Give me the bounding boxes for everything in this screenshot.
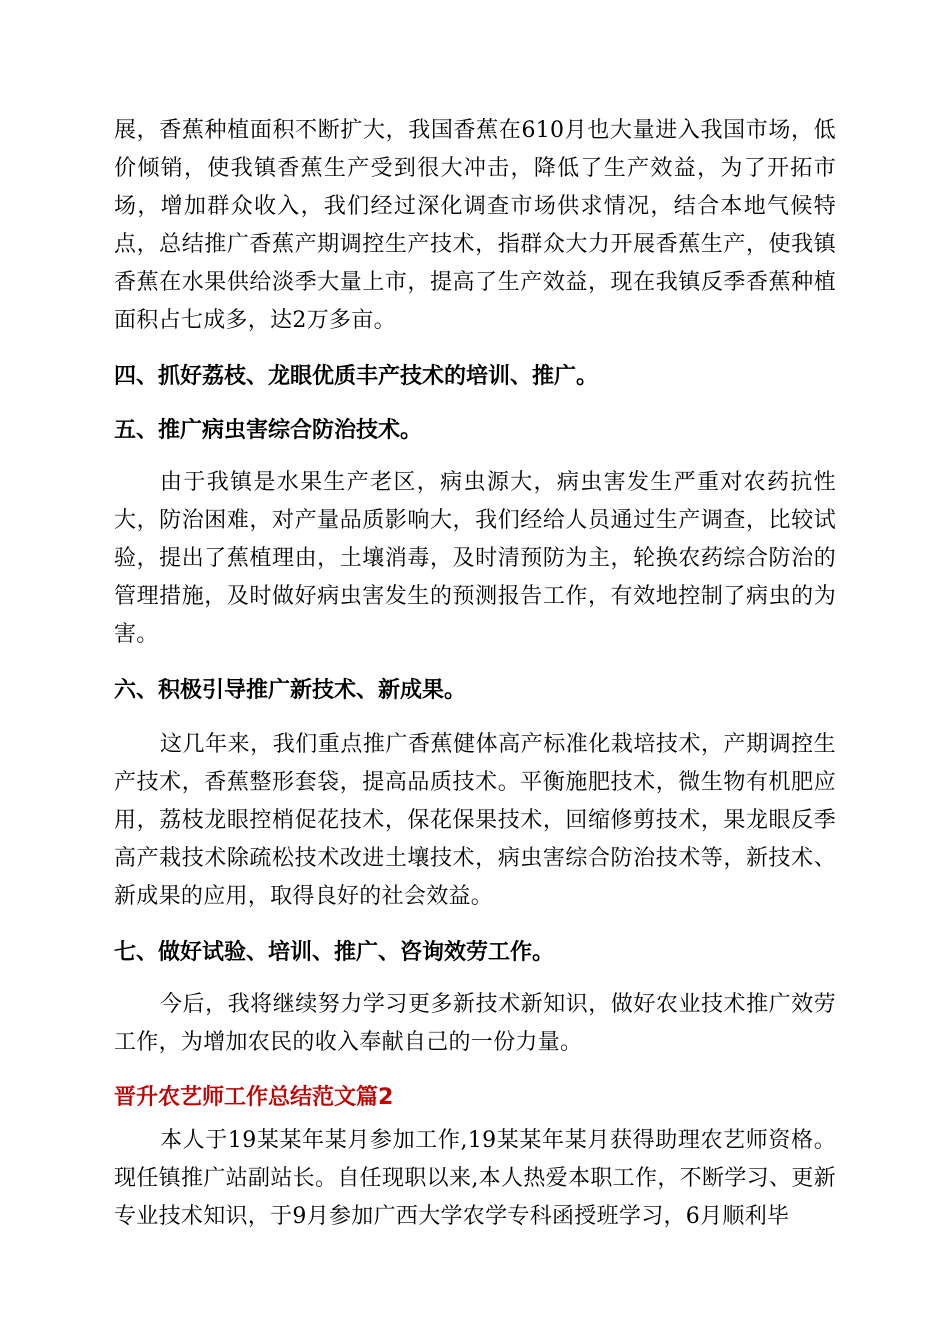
body-paragraph-future-plans: 今后，我将继续努力学习更多新技术新知识，做好农业技术推广效劳工作，为增加农民的收入奉献自己的一份力量。 <box>114 992 836 1055</box>
section-title-article-2: 晋升农艺师工作总结范文篇2 <box>114 1085 394 1110</box>
heading-new-technology: 六、积极引导推广新技术、新成果。 <box>114 678 467 703</box>
body-paragraph-pest-control: 由于我镇是水果生产老区，病虫源大，病虫害发生严重对农药抗性大，防治困难，对产量品质影响大，我们经给人员通过生产调查，比较试验，提出了蕉植理由，土壤消毒，及时清预防为主，轮换农药综合防治的管理措施，及时做好病虫害发生的预测报告工作，有效地控制了病虫的为害。 <box>114 470 836 647</box>
heading-pest-control: 五、推广病虫害综合防治技术。 <box>114 418 423 443</box>
heading-trials-consulting: 七、做好试验、培训、推广、咨询效劳工作。 <box>114 940 555 965</box>
body-paragraph-new-technology: 这几年来，我们重点推广香蕉健体高产标准化栽培技术，产期调控生产技术，香蕉整形套袋，提高品质技术。平衡施肥技术，微生物有机肥应用，荔枝龙眼控梢促花技术，保花保果技术，回缩修剪技术，果龙眼反季高产栽技术除疏松技术改进土壤技术，病虫害综合防治技术等，新技术、新成果的应用，取得良好的社会效益。 <box>114 732 836 909</box>
heading-lychee-longan-training: 四、抓好荔枝、龙眼优质丰产技术的培训、推广。 <box>114 364 599 389</box>
body-paragraph-personal-intro: 本人于19某某年某月参加工作,19某某年某月获得助理农艺师资格。现任镇推广站副站长。自任现职以来,本人热爱本职工作，不断学习、更新专业技术知识，于9月参加广西大学农学专科函授班学习，6月顺利毕 <box>114 1128 836 1229</box>
body-paragraph-banana-market: 展，香蕉种植面积不断扩大，我国香蕉在610月也大量进入我国市场，低价倾销，使我镇香蕉生产受到很大冲击，降低了生产效益，为了开拓市场，增加群众收入，我们经过深化调查市场供求情况，结合本地气候特点，总结推广香蕉产期调控生产技术，指群众大力开展香蕉生产，使我镇香蕉在水果供给淡季大量上市，提高了生产效益，现在我镇反季香蕉种植面积占七成多，达2万多亩。 <box>114 118 836 333</box>
